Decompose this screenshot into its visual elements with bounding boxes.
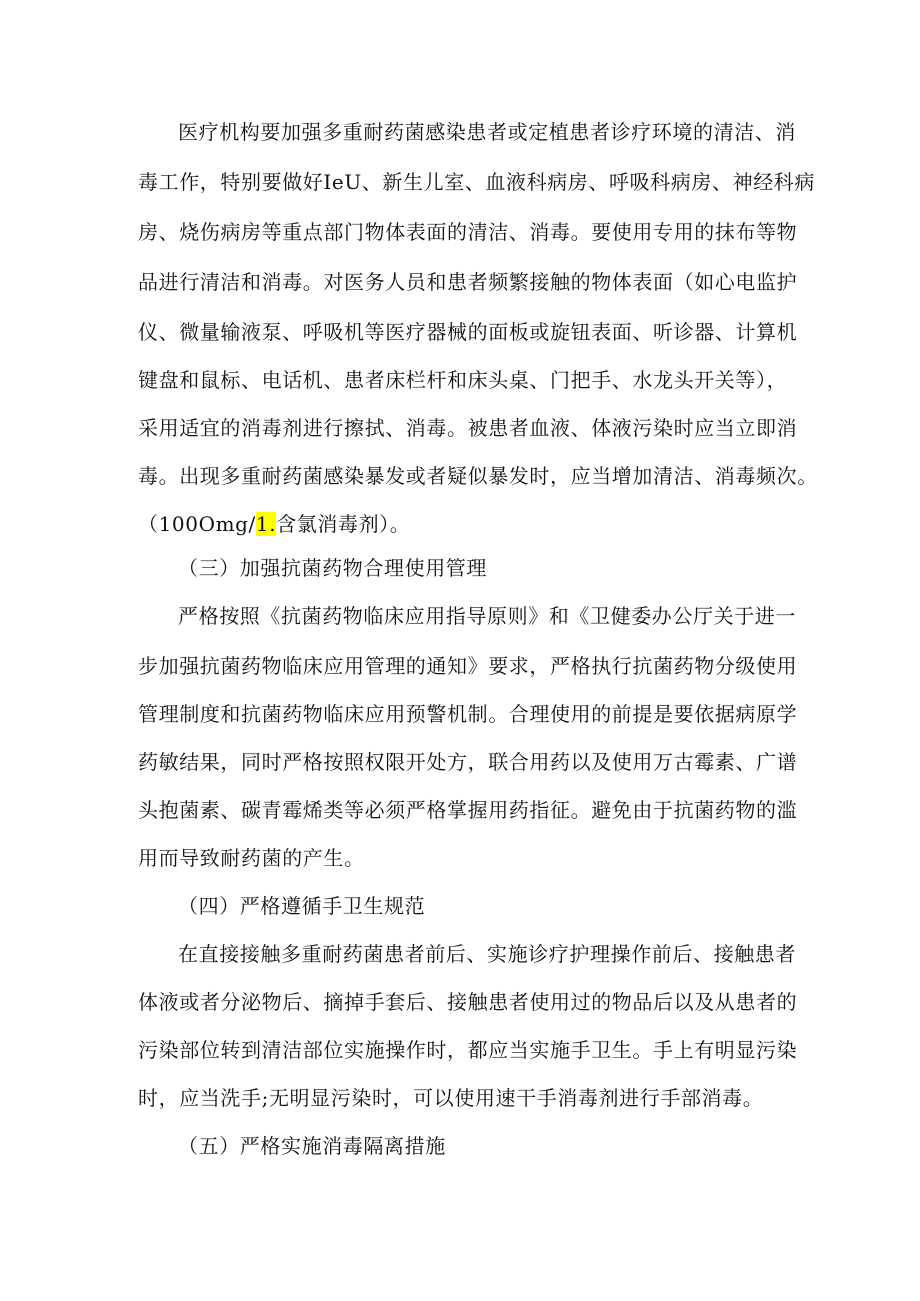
paragraph-line: 医疗机构要加强多重耐药菌感染患者或定植患者诊疗环境的清洁、消 bbox=[178, 120, 796, 144]
concentration-text: （100Omg/ bbox=[138, 512, 256, 536]
paragraph-line: 采用适宜的消毒剂进行擦拭、消毒。被患者血液、体液污染时应当立即消 bbox=[138, 416, 798, 440]
paragraph-line: 污染部位转到清洁部位实施操作时，都应当实施手卫生。手上有明显污染 bbox=[138, 1038, 798, 1062]
disinfectant-text: 含氯消毒剂）。 bbox=[276, 512, 411, 536]
paragraph-line: 房、烧伤病房等重点部门物体表面的清洁、消毒。要使用专用的抹布等物 bbox=[138, 220, 798, 244]
paragraph-line: 毒工作，特别要做好IeU、新生儿室、血液科病房、呼吸科病房、神经科病 bbox=[138, 170, 815, 194]
paragraph-line: 严格按照《抗菌药物临床应用指导原则》和《卫健委办公厅关于进一 bbox=[178, 604, 796, 628]
paragraph-line: 管理制度和抗菌药物临床应用预警机制。合理使用的前提是要依据病原学 bbox=[138, 702, 798, 726]
paragraph-line: 键盘和鼠标、电话机、患者床栏杆和床头桌、门把手、水龙头开关等）， bbox=[138, 368, 788, 392]
section-heading-5: （五）严格实施消毒隔离措施 bbox=[178, 1134, 446, 1158]
highlighted-text: 1. bbox=[255, 512, 277, 536]
paragraph-line: 仪、微量输液泵、呼吸机等医疗器械的面板或旋钮表面、听诊器、计算机 bbox=[138, 320, 798, 344]
paragraph-line: 体液或者分泌物后、摘掉手套后、接触患者使用过的物品后以及从患者的 bbox=[138, 990, 798, 1014]
paragraph-line: 毒。出现多重耐药菌感染暴发或者疑似暴发时，应当增加清洁、消毒频次。 bbox=[138, 464, 818, 488]
paragraph-line: 药敏结果，同时严格按照权限开处方，联合用药以及使用万古霉素、广谱 bbox=[138, 750, 798, 774]
paragraph-line-last bbox=[138, 510, 410, 538]
section-heading-3: （三）加强抗菌药物合理使用管理 bbox=[178, 556, 487, 580]
paragraph-line: 头抱菌素、碳青霉烯类等必须严格掌握用药指征。避免由于抗菌药物的滥 bbox=[138, 798, 798, 822]
paragraph-line: 品进行清洁和消毒。对医务人员和患者频繁接触的物体表面（如心电监护 bbox=[138, 270, 798, 294]
paragraph-line: 用而导致耐药菌的产生。 bbox=[138, 846, 365, 870]
paragraph-line: 在直接接触多重耐药菌患者前后、实施诊疗护理操作前后、接触患者 bbox=[178, 942, 796, 966]
paragraph-line: 步加强抗菌药物临床应用管理的通知》要求，严格执行抗菌药物分级使用 bbox=[138, 654, 798, 678]
section-heading-4: （四）严格遵循手卫生规范 bbox=[178, 894, 426, 918]
paragraph-line: 时，应当洗手;无明显污染时，可以使用速干手消毒剂进行手部消毒。 bbox=[138, 1086, 764, 1110]
